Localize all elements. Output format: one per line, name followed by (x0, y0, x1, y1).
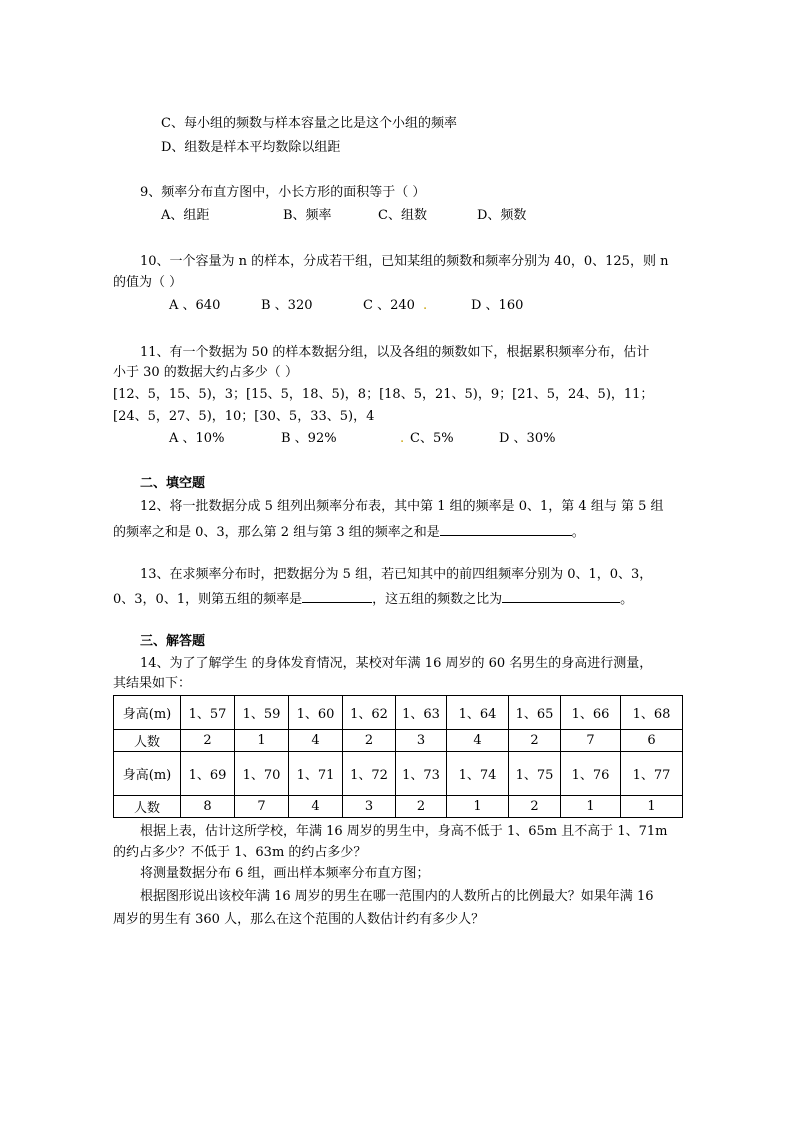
table-row-label: 人数 (114, 730, 181, 752)
table-row-heights-1 (114, 696, 683, 730)
q11-stem-line1: 11、有一个数据为 50 的样本数据分组，以及各组的频数如下，根据累积频率分布，估计 (140, 345, 650, 360)
q13-line1: 13、在求频率分布时，把数据分为 5 组，若已知其中的前四组频率分别为 0、1，0、3， (140, 567, 653, 582)
table-cell: 1、75 (509, 752, 561, 796)
q9-option-a: A、组距 (161, 208, 210, 223)
q9-option-b: B、频率 (283, 208, 332, 223)
q13-end: 。 (620, 592, 634, 607)
q11-mark: . (400, 431, 405, 446)
table-cell: 4 (289, 796, 343, 818)
table-cell: 3 (396, 730, 447, 752)
table-cell: 1、66 (561, 696, 621, 730)
q13-answer-blank-1[interactable] (302, 589, 372, 603)
table-row-counts-2 (114, 796, 683, 818)
table-cell: 2 (509, 730, 561, 752)
table-cell: 2 (396, 796, 447, 818)
table-cell: 7 (235, 796, 289, 818)
q10-option-b: B 、320 (261, 298, 313, 313)
table-cell: 4 (289, 730, 343, 752)
table-cell: 1、57 (181, 696, 235, 730)
table-cell: 2 (343, 730, 396, 752)
q8-option-d: D、组数是样本平均数除以组距 (161, 140, 341, 155)
table-row-label: 人数 (114, 796, 181, 818)
table-cell: 1、59 (235, 696, 289, 730)
table-row-heights-2 (114, 752, 683, 796)
q12-answer-blank[interactable] (440, 522, 572, 536)
table-cell: 1、74 (447, 752, 509, 796)
q12-line2 (113, 522, 585, 541)
q14-stem-line2: 其结果如下： (113, 676, 192, 691)
q10-stem-line2: 的值为（ ） (113, 275, 183, 290)
table-row-label: 身高(m) (114, 696, 181, 730)
q14-part2: 将测量数据分布 6 组，画出样本频率分布直方图； (140, 866, 430, 881)
q14-part1-line2: 的约占多少？不低于 1、63m 的约占多少？ (113, 845, 367, 860)
q12-line2-text: 的频率之和是 0、3，那么第 2 组与第 3 组的频率之和是 (113, 525, 440, 540)
q9-stem: 9、频率分布直方图中，小长方形的面积等于（ ） (140, 185, 426, 200)
q8-option-c: C、每小组的频数与样本容量之比是这个小组的频率 (161, 116, 457, 131)
q11-option-c: C、5% (410, 431, 454, 446)
table-cell: 7 (561, 730, 621, 752)
table-cell: 1、63 (396, 696, 447, 730)
table-cell: 2 (509, 796, 561, 818)
q10-stem-line1: 10、一个容量为 n 的样本，分成若干组，已知某组的频数和频率分别为 40，0、125，则 n (140, 254, 669, 269)
table-cell: 8 (181, 796, 235, 818)
table-cell: 1 (621, 796, 683, 818)
q11-data-line1: [12、5，15、5)，3；[15、5，18、5)，8；[18、5，21、5)，9；[21、5，24、5)，11； (113, 387, 654, 402)
table-cell: 2 (181, 730, 235, 752)
q10-option-c: C 、240 (363, 298, 415, 313)
height-table (113, 695, 683, 818)
q9-option-c: C、组数 (378, 208, 427, 223)
table-cell: 1、62 (343, 696, 396, 730)
table-row-counts-1 (114, 730, 683, 752)
table-cell: 1 (235, 730, 289, 752)
q14-stem-line1: 14、为了了解学生 的身体发育情况，某校对年满 16 周岁的 60 名男生的身高进行测量， (140, 656, 653, 671)
table-cell: 1、69 (181, 752, 235, 796)
table-cell: 1、60 (289, 696, 343, 730)
q14-part1-line1: 根据上表，估计这所学校，年满 16 周岁的男生中，身高不低于 1、65m 且不高于 1、71m (140, 824, 668, 839)
table-cell: 1、68 (621, 696, 683, 730)
q14-part3-line2: 周岁的男生有 360 人，那么在这个范围的人数估计约有多少人？ (113, 912, 485, 927)
table-cell: 1 (447, 796, 509, 818)
table-cell: 1、76 (561, 752, 621, 796)
q9-option-d: D、频数 (477, 208, 527, 223)
q12-line1: 12、将一批数据分成 5 组列出频率分布表，其中第 1 组的频率是 0、1，第 4 组与 第 5 组 (140, 499, 664, 514)
table-cell: 1、71 (289, 752, 343, 796)
table-cell: 6 (621, 730, 683, 752)
q14-part3-line1: 根据图形说出该校年满 16 周岁的男生在哪一范围内的人数所占的比例最大？如果年满 16 (140, 889, 654, 904)
section3-title: 三、解答题 (140, 634, 206, 649)
section2-title: 二、填空题 (140, 476, 206, 491)
table-cell: 1、70 (235, 752, 289, 796)
q11-stem-line2: 小于 30 的数据大约占多少（ ） (113, 365, 298, 380)
table-cell: 1、64 (447, 696, 509, 730)
q10-option-a: A 、640 (169, 298, 221, 313)
q11-option-d: D 、30% (499, 431, 556, 446)
table-cell: 1、77 (621, 752, 683, 796)
table-cell: 3 (343, 796, 396, 818)
q11-option-b: B 、92% (281, 431, 337, 446)
table-cell: 1 (561, 796, 621, 818)
table-row-label: 身高(m) (114, 752, 181, 796)
q13-line2-text-b: ，这五组的频数之比为 (372, 592, 503, 607)
table-cell: 1、72 (343, 752, 396, 796)
q13-line2 (113, 589, 633, 608)
table-cell: 1、65 (509, 696, 561, 730)
q11-option-a: A 、10% (169, 431, 225, 446)
q13-answer-blank-2[interactable] (502, 589, 620, 603)
table-cell: 4 (447, 730, 509, 752)
q10-option-d: D 、160 (471, 298, 524, 313)
q10-mark: . (423, 298, 428, 313)
q11-data-line2: [24、5，27、5)，10；[30、5，33、5)，4 (113, 409, 375, 424)
q12-end: 。 (571, 525, 585, 540)
q13-line2-text-a: 0、3，0、1，则第五组的频率是 (113, 592, 303, 607)
table-cell: 1、73 (396, 752, 447, 796)
